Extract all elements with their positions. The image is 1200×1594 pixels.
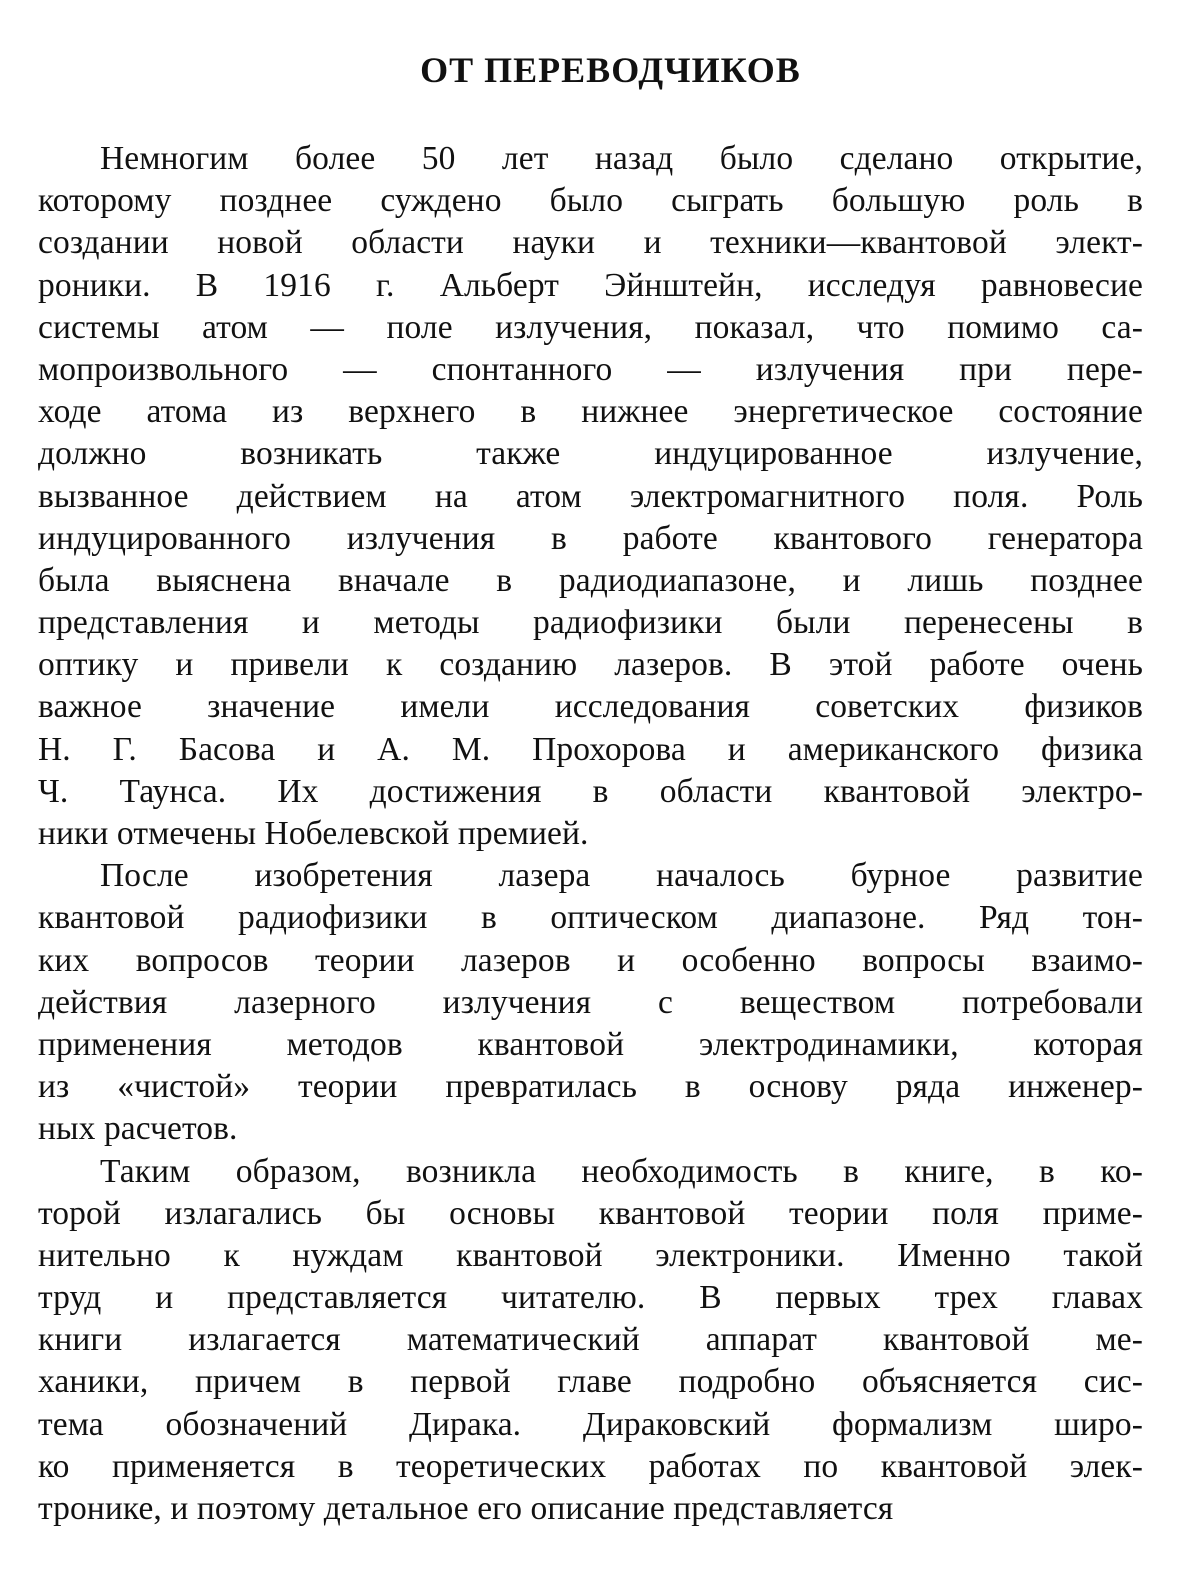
text-line: оптику и привели к созданию лазеров. В этой работе очень: [38, 646, 1143, 684]
text-line: После изобретения лазера началось бурное развитие: [100, 857, 1143, 895]
text-line: создании новой области науки и техники—квантовой элект-: [38, 224, 1143, 262]
text-line: Таким образом, возникла необходимость в книге, в ко-: [100, 1152, 1143, 1190]
text-line: ных расчетов.: [38, 1110, 238, 1148]
text-line: системы атом — поле излучения, показал, что помимо са-: [38, 308, 1143, 346]
text-line: вызванное действием на атом электромагнитного поля. Роль: [38, 477, 1143, 515]
text-line: представления и методы радиофизики были перенесены в: [38, 604, 1143, 642]
text-line: важное значение имели исследования советских физиков: [38, 688, 1143, 726]
text-line: ханики, причем в первой главе подробно объясняется сис-: [38, 1363, 1143, 1401]
text-line: ходе атома из верхнего в нижнее энергетическое состояние: [38, 393, 1143, 431]
body-text: [38, 138, 1143, 1530]
paragraph: [38, 1151, 1143, 1531]
text-line: действия лазерного излучения с веществом потребовали: [38, 983, 1143, 1021]
text-line: квантовой радиофизики в оптическом диапазоне. Ряд тон-: [38, 899, 1143, 937]
text-line: ники отмечены Нобелевской премией.: [38, 815, 589, 852]
text-line: должно возникать также индуцированное излучение,: [38, 435, 1143, 473]
text-line: Ч. Таунса. Их достижения в области квантовой электро-: [38, 772, 1143, 810]
text-line: из «чистой» теории превратилась в основу ряда инженер-: [38, 1068, 1143, 1106]
text-line: книги излагается математический аппарат квантовой ме-: [38, 1321, 1143, 1359]
text-line: торой излагались бы основы квантовой теории поля приме-: [38, 1194, 1143, 1232]
text-line: применения методов квантовой электродинамики, которая: [38, 1025, 1143, 1063]
text-line: тема обозначений Дирака. Дираковский формализм широ-: [38, 1405, 1143, 1443]
text-line: индуцированного излучения в работе квантового генератора: [38, 519, 1143, 557]
text-line: роники. В 1916 г. Альберт Эйнштейн, исследуя равновесие: [38, 266, 1143, 304]
text-line: тронике, и поэтому детальное его описание представляется: [38, 1490, 894, 1527]
text-line: ко применяется в теоретических работах по квантовой элек-: [38, 1447, 1143, 1485]
text-line: нительно к нуждам квантовой электроники. Именно такой: [38, 1236, 1143, 1274]
document-page: [38, 40, 1143, 1530]
text-line: была выяснена вначале в радиодиапазоне, и лишь позднее: [38, 561, 1143, 599]
text-line: которому позднее суждено было сыграть большую роль в: [38, 182, 1143, 220]
text-line: труд и представляется читателю. В первых трех главах: [38, 1279, 1143, 1317]
text-line: Немногим более 50 лет назад было сделано открытие,: [100, 140, 1143, 177]
page-title: ОТ ПЕРЕВОДЧИКОВ: [420, 50, 801, 90]
text-line: ких вопросов теории лазеров и особенно вопросы взаимо-: [38, 941, 1143, 979]
text-line: Н. Г. Басова и А. М. Прохорова и американского физика: [38, 730, 1143, 768]
paragraph: [38, 855, 1143, 1150]
text-line: мопроизвольного — спонтанного — излучения при пере-: [38, 350, 1143, 388]
paragraph: [38, 138, 1143, 855]
